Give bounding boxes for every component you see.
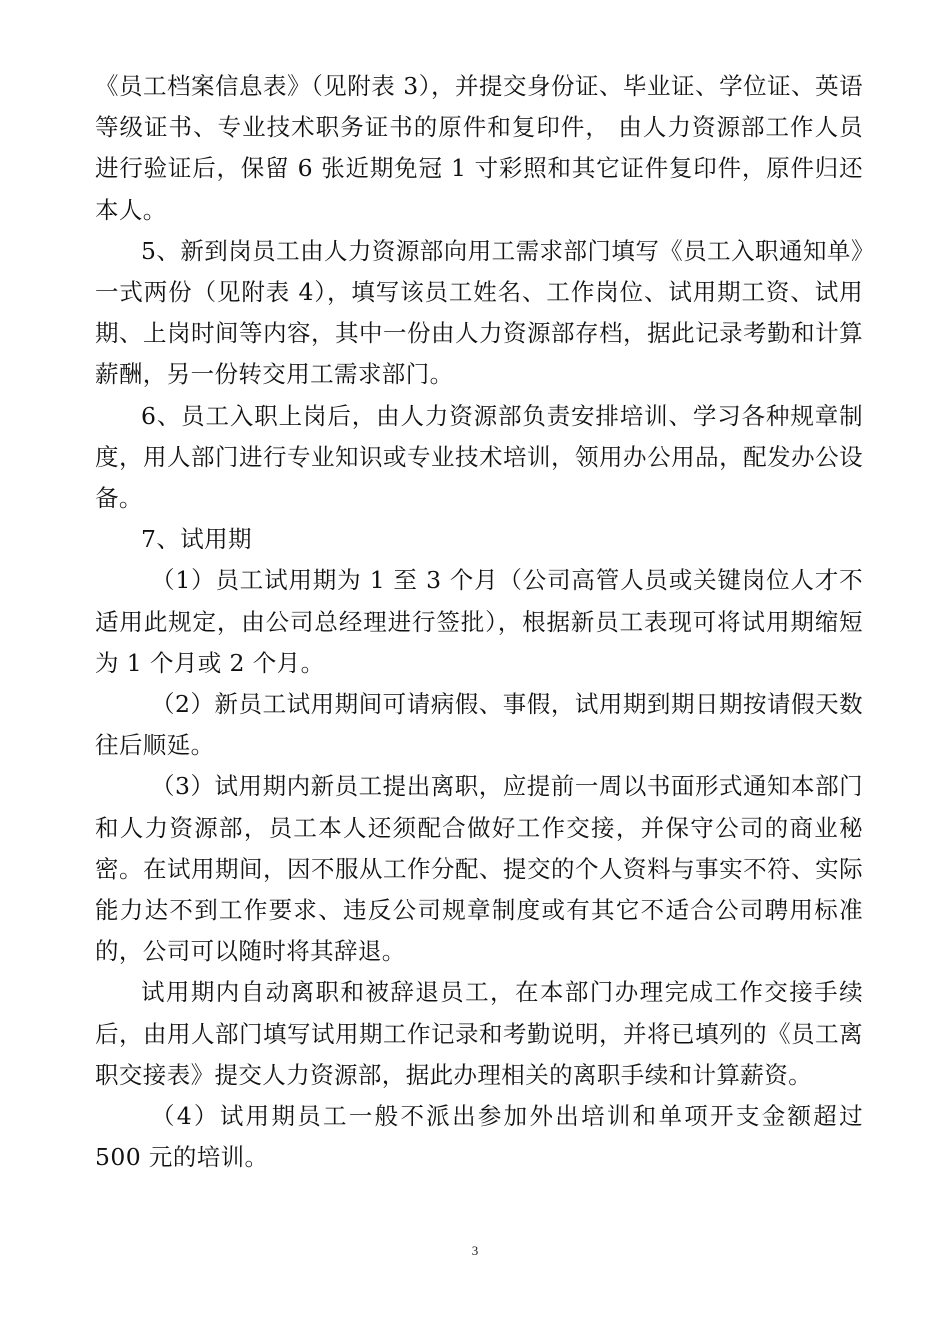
- paragraph-item-7-1: （1）员工试用期为 1 至 3 个月（公司高管人员或关键岗位人才不适用此规定，由公司总经理进行签批），根据新员工表现可将试用期缩短为 1 个月或 2 个月。: [95, 566, 863, 677]
- body-text: [95, 66, 863, 1178]
- paragraph-item-7-3-note: 试用期内自动离职和被辞退员工，在本部门办理完成工作交接手续后，由用人部门填写试用期工作记录和考勤说明，并将已填列的《员工离职交接表》提交人力资源部，据此办理相关的离职手续和计算薪资。: [95, 978, 863, 1089]
- paragraph-item-7-4: （4）试用期员工一般不派出参加外出培训和单项开支金额超过 500 元的培训。: [95, 1102, 863, 1172]
- paragraph-item-6: 6、员工入职上岗后，由人力资源部负责安排培训、学习各种规章制度，用人部门进行专业知识或专业技术培训，领用办公用品，配发办公设备。: [95, 401, 863, 513]
- page-number: 3: [471, 1243, 479, 1258]
- paragraph-item-5: 5、新到岗员工由人力资源部向用工需求部门填写《员工入职通知单》一式两份（见附表 4），填写该员工姓名、工作岗位、试用期工资、试用期、上岗时间等内容，其中一份由人力资源部存档，据此记录考勤和计算薪酬，另一份转交用工需求部门。: [95, 236, 863, 389]
- paragraph-continuation: 《员工档案信息表》（见附表 3），并提交身份证、毕业证、学位证、英语等级证书、专业技术职务证书的原件和复印件， 由人力资源部工作人员进行验证后，保留 6 张近期免冠 1 寸彩照和其它证件复印件，原件归还本人。: [95, 72, 863, 224]
- paragraph-item-7-heading: 7、试用期: [141, 525, 252, 554]
- paragraph-item-7-3: （3）试用期内新员工提出离职，应提前一周以书面形式通知本部门和人力资源部，员工本人还须配合做好工作交接，并保守公司的商业秘密。在试用期间，因不服从工作分配、提交的个人资料与事实不符、实际能力达不到工作要求、违反公司规章制度或有其它不适合公司聘用标准的，公司可以随时将其辞退。: [95, 772, 863, 966]
- paragraph-item-7-2: （2）新员工试用期间可请病假、事假，试用期到期日期按请假天数往后顺延。: [95, 690, 863, 760]
